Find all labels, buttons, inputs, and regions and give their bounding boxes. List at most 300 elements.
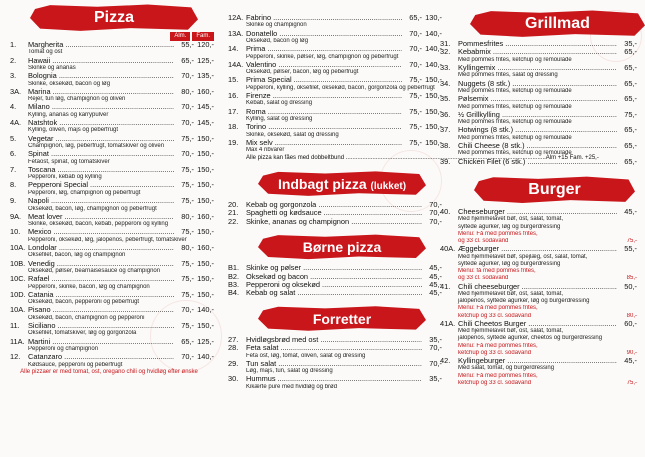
- item-price: 75,-: [181, 274, 194, 284]
- item-name: Æggeburger .....: [458, 245, 617, 253]
- burger-banner: Burger: [474, 176, 635, 204]
- item-number: 17.: [228, 106, 239, 116]
- item-number: 36.: [440, 109, 451, 119]
- item-name: Donatello .....: [246, 30, 402, 38]
- item-name: Kebab og salat .....: [246, 289, 422, 297]
- item-name: Chili Cheese (8 stk.) .....: [458, 142, 617, 150]
- item-description: jalopenos, syltede agurker, cheetos og burgerdressing: [458, 335, 603, 342]
- menu-item: [228, 336, 442, 344]
- item-number: 33.: [440, 63, 451, 73]
- item-name: Hvidløgsbrød med ost .....: [246, 336, 422, 344]
- menu-item: [228, 139, 442, 147]
- item-name: Pisano .....: [28, 306, 174, 314]
- item-name: Nuggets (8 stk.) .....: [458, 80, 617, 88]
- item-price-family: 125,-: [197, 336, 214, 346]
- item-number: 22.: [228, 216, 239, 226]
- item-price-family: 150,-: [197, 320, 214, 330]
- menu-item: [440, 111, 637, 119]
- item-price: 65,-: [624, 156, 637, 166]
- menu-item: [10, 88, 214, 96]
- menu-item: [10, 260, 214, 268]
- item-description: Med hjemmelavet bøf, spejlæg, ost, salat, tomat,: [458, 253, 588, 260]
- item-description: Skinke og ananas: [28, 65, 76, 72]
- item-description: Champignon, løg, peberfrugt, tomatskiver og oliven: [28, 143, 165, 150]
- item-number: 41A.: [440, 318, 456, 328]
- menu-offer-text: ketchup og 33 cl. sodavand: [458, 379, 532, 386]
- item-number: 32.: [440, 47, 451, 57]
- item-price: 55,-: [624, 244, 637, 254]
- item-price-family: 150,-: [425, 75, 442, 85]
- item-description: Oksefilet, bacon, løg og champignon: [28, 252, 126, 259]
- item-description: Skinke, oksekød, salat og dressing: [246, 131, 339, 138]
- item-description: jalopenos, syltede agurker, løg og burgerdressing: [458, 298, 590, 305]
- item-name: Prima .....: [246, 45, 402, 53]
- item-price-family: 160,-: [197, 86, 214, 96]
- item-description: Rejer, tun løg, champignon og oliven: [28, 96, 126, 103]
- item-price: 35,-: [624, 39, 637, 48]
- item-number: 16.: [228, 91, 239, 101]
- item-name: Martini .....: [28, 338, 174, 346]
- menu-offer: Menu: Få med pommes frites,: [458, 230, 538, 237]
- item-name: Rafael .....: [28, 275, 174, 283]
- item-price: 75,-: [181, 289, 194, 299]
- menu-item: [440, 142, 637, 150]
- item-number: 11.: [10, 320, 20, 330]
- item-number: 30.: [228, 374, 239, 384]
- menu-item: [228, 273, 442, 281]
- item-number: 35.: [440, 94, 451, 104]
- menu-offer: [440, 380, 637, 387]
- item-price-family: 120,-: [197, 40, 214, 49]
- menu-item: [10, 228, 214, 236]
- item-name: Bolognia .....: [28, 72, 174, 80]
- menu-item: [228, 123, 442, 131]
- menu-item: [440, 245, 637, 253]
- item-price: 75,-: [409, 122, 422, 132]
- item-number: 5.: [10, 133, 17, 143]
- item-price-family: 160,-: [197, 211, 214, 221]
- item-number: 34.: [440, 78, 451, 88]
- item-number: 19.: [228, 137, 239, 147]
- item-description: Oksekød, bacon, løg, champignon og peberfrugt: [28, 205, 157, 212]
- menu-offer: Menu: Få med pommes frites,: [458, 305, 538, 312]
- pizza-list: [0, 41, 218, 369]
- item-name: Venedig .....: [28, 260, 174, 268]
- menu-item: [440, 126, 637, 134]
- item-price-family: 150,-: [425, 106, 442, 116]
- item-price: 35,-: [429, 374, 442, 384]
- item-number: B4.: [228, 288, 240, 298]
- item-number: B3.: [228, 279, 240, 289]
- item-number: 42.: [440, 355, 451, 365]
- item-number: 21.: [228, 208, 239, 218]
- item-number: 27.: [228, 334, 239, 344]
- borne-list: [218, 264, 446, 298]
- item-price: 70,-: [429, 199, 442, 209]
- menu-item: [10, 197, 214, 205]
- item-number: 28.: [228, 343, 239, 353]
- item-name: Pølsemix .....: [458, 95, 617, 103]
- item-number: 40A.: [440, 244, 456, 254]
- menu-offer-price: 80,-: [626, 312, 637, 319]
- indbagt-list: [218, 201, 446, 226]
- menu-item: [440, 357, 637, 365]
- dobbeltbund-note: Alle pizza kan fåes med dobbeltbund ..... Alm +15 Fam. +25,-: [218, 154, 446, 162]
- item-price-family: 140,-: [425, 59, 442, 69]
- item-price-family: 150,-: [197, 164, 214, 174]
- item-price: 65,-: [181, 55, 194, 65]
- item-price: 70,-: [181, 305, 194, 315]
- item-name: Spaghetti og kødsauce .....: [246, 209, 422, 217]
- item-price: 75,-: [409, 75, 422, 85]
- item-price: 45,-: [429, 263, 442, 273]
- menu-item: [10, 150, 214, 158]
- menu-item: [440, 40, 637, 48]
- item-description: Feta ost, løg, tomat, oliven, salat og dressing: [246, 352, 366, 359]
- menu-item: [228, 108, 442, 116]
- menu-item: [10, 244, 214, 252]
- item-description: Med hjemmelavet bøf, ost, salat, tomat,: [458, 328, 564, 335]
- item-description: Kylling, ananas og karrypulver: [28, 111, 109, 118]
- item-price: 65,-: [624, 141, 637, 151]
- item-price: 65,-: [624, 125, 637, 135]
- menu-item: [228, 375, 442, 383]
- menu-offer-price: 75,-: [626, 379, 637, 386]
- item-price: 80,-: [181, 211, 194, 221]
- menu-item: [10, 103, 214, 111]
- item-price: 70,-: [409, 59, 422, 69]
- item-number: B1.: [228, 263, 240, 273]
- menu-item: [10, 41, 214, 49]
- item-description: Pepperoni, løg, champignon og peberfrugt: [28, 189, 141, 196]
- item-number: 10D.: [10, 289, 26, 299]
- item-description: Kebab, salat og dressing: [246, 100, 313, 107]
- menu-item: [228, 218, 442, 226]
- item-price: 75,-: [624, 109, 637, 119]
- menu-item: [440, 320, 637, 328]
- item-price: 50,-: [624, 281, 637, 291]
- item-number: 38.: [440, 141, 451, 151]
- item-description: Med pommes frites, ketchup og remoulade: [458, 134, 572, 141]
- item-price-family: 150,-: [197, 258, 214, 268]
- item-name: Roma .....: [246, 108, 402, 116]
- item-number: 12A.: [228, 13, 244, 22]
- item-price: 70,-: [409, 28, 422, 38]
- item-name: Pepperoni og oksekød .....: [246, 281, 422, 289]
- menu-offer: Menu: få med pommes frites,: [458, 268, 536, 275]
- item-name: Skinke, ananas og champignon .....: [246, 218, 422, 226]
- item-price-family: 150,-: [197, 274, 214, 284]
- item-name: Chili Cheetos Burger .....: [458, 320, 617, 328]
- item-price: 70,-: [429, 208, 442, 218]
- item-number: 4A.: [10, 118, 22, 128]
- grillmad-banner: Grillmad: [470, 10, 645, 38]
- item-price-family: 140,-: [425, 44, 442, 54]
- item-description: Pepperoni, oksekød, løg, jalopenos, peberfrugt, tomatskiver: [28, 236, 187, 243]
- item-price-family: 150,-: [425, 91, 442, 101]
- item-name: Napoli .....: [28, 197, 174, 205]
- item-price: 75,-: [181, 227, 194, 237]
- menu-item: [228, 281, 442, 289]
- item-price: 45,-: [429, 271, 442, 281]
- item-name: Fabrino .....: [246, 14, 402, 22]
- item-price-family: 135,-: [197, 71, 214, 81]
- item-number: 10A.: [10, 242, 26, 252]
- item-number: 15.: [228, 75, 239, 85]
- item-name: Oksekød og bacon .....: [246, 273, 422, 281]
- menu-offer-text: ketchup og 33 cl. sodavand: [458, 349, 532, 356]
- item-name: Siciliano .....: [28, 322, 174, 330]
- item-description: Oksekød, bacon og løg: [246, 38, 309, 45]
- item-price-family: 150,-: [425, 137, 442, 147]
- item-price: 55,-: [181, 40, 194, 49]
- item-price: 65,-: [181, 336, 194, 346]
- item-number: 6.: [10, 149, 17, 159]
- item-price-family: 125,-: [197, 55, 214, 65]
- item-name: Hawaii .....: [28, 57, 174, 65]
- item-name: Prima Special .....: [246, 76, 402, 84]
- item-name: Valentino .....: [246, 61, 402, 69]
- item-price: 70,-: [181, 102, 194, 112]
- item-price: 45,-: [624, 355, 637, 365]
- menu-offer-text: ketchup og 33 cl. sodavand: [458, 312, 532, 319]
- item-number: 37.: [440, 125, 451, 135]
- item-number: B2.: [228, 271, 240, 281]
- item-number: 40.: [440, 207, 451, 217]
- item-price-family: 140,-: [197, 305, 214, 315]
- item-description: Kikærte pure med hvidløg og brød: [246, 383, 338, 390]
- menu-offer: Menu: Få med pommes frites,: [458, 342, 538, 349]
- item-name: Chicken Filet (6 stk.) .....: [458, 158, 617, 166]
- item-number: 10A.: [10, 305, 26, 315]
- item-price-family: 150,-: [425, 122, 442, 132]
- item-description: Pepperoni, skinke, bacon, løg og champignon: [28, 283, 150, 290]
- menu-offer-price: 75,-: [626, 238, 637, 245]
- item-price: 70,-: [429, 343, 442, 353]
- item-number: 41.: [440, 281, 451, 291]
- item-description: Kylling, salat og dressing: [246, 116, 313, 123]
- item-number: 4.: [10, 102, 17, 112]
- item-price-family: 160,-: [197, 242, 214, 252]
- item-name: Londolar .....: [28, 244, 174, 252]
- item-number: 7.: [10, 164, 17, 174]
- pizza-note: Alle pizzaer er med tomat, ost, oregano chili og hvidløg efter ønske: [20, 368, 198, 375]
- item-number: 2.: [10, 55, 17, 65]
- item-price: 70,-: [181, 352, 194, 362]
- item-price: 75,-: [181, 180, 194, 190]
- item-price: 75,-: [181, 164, 194, 174]
- item-price: 75,-: [181, 258, 194, 268]
- item-description: Pepperoni, kebab og kylling: [28, 174, 102, 181]
- item-number: 14.: [228, 44, 239, 54]
- item-name: Pepperoni Special .....: [28, 181, 174, 189]
- menu-offer: [440, 238, 637, 245]
- item-description: Med hjemmelavet bøf, ost, salat, tomat,: [458, 290, 564, 297]
- menu-item: [10, 119, 214, 127]
- item-description: Med hjemmelavet bøf, ost, salat, tomat,: [458, 216, 564, 223]
- item-price: 65,-: [624, 78, 637, 88]
- item-price: 75,-: [181, 320, 194, 330]
- menu-offer: Menu: Få med pommes frites,: [458, 372, 538, 379]
- item-price: 70,-: [181, 149, 194, 159]
- menu-item: [10, 135, 214, 143]
- pizza-banner: Pizza: [30, 4, 198, 32]
- item-name: Vegetar .....: [28, 135, 174, 143]
- item-description: Oksekød, pølser, bearnaisesauce og champignon: [28, 267, 161, 274]
- menu-item: [440, 208, 637, 216]
- menu-item: [10, 166, 214, 174]
- menu-item: [10, 291, 214, 299]
- indbagt-banner: Indbagt pizza (lukket): [258, 171, 426, 197]
- item-number: 29.: [228, 358, 239, 368]
- item-price: 45,-: [624, 207, 637, 217]
- item-price: 65,-: [624, 63, 637, 73]
- item-price-family: 150,-: [197, 180, 214, 190]
- menu-item: [10, 353, 214, 361]
- item-price: 45,-: [429, 279, 442, 289]
- item-description: Pepperoni, kylling, oksefilet, oksekød, bacon, gorgonzola og peberfrugt: [246, 84, 435, 91]
- item-description: Med pommes frites, ketchup og remoulade: [458, 88, 572, 95]
- item-description: Tomat og ost: [28, 49, 63, 56]
- item-description: Med pommes frites, ketchup og remoulade: [458, 56, 572, 63]
- menu-item: [228, 92, 442, 100]
- menu-item: [228, 45, 442, 53]
- menu-item: [440, 64, 637, 72]
- item-name: Toscana .....: [28, 166, 174, 174]
- item-description: syltede agurker, løg og burgerdressing: [458, 223, 561, 230]
- item-number: 12.: [10, 352, 21, 362]
- forretter-banner: Forretter: [258, 306, 426, 332]
- menu-item: [10, 72, 214, 80]
- item-price-family: 140,-: [425, 28, 442, 38]
- item-price-family: 150,-: [197, 289, 214, 299]
- menu-item: [440, 283, 637, 291]
- item-description: Skinke og champignon: [246, 22, 307, 29]
- menu-offer-text: og 33 cl. sodavand: [458, 238, 509, 245]
- item-name: Natshtok .....: [28, 119, 174, 127]
- item-number: 20.: [228, 199, 239, 209]
- menu-item: [440, 95, 637, 103]
- menu-item: [228, 76, 442, 84]
- item-description: Kødsauce, pepperoni og peberfrugt: [28, 361, 123, 368]
- item-name: Cheeseburger .....: [458, 208, 617, 216]
- item-name: Margherita .....: [28, 41, 174, 49]
- right-column: [434, 0, 645, 387]
- menu-item: [10, 181, 214, 189]
- menu-item: [10, 57, 214, 65]
- burger-list: [434, 208, 645, 387]
- item-description: Med pommes frites, ketchup og remoulade: [458, 150, 572, 157]
- item-price-family: 145,-: [197, 102, 214, 112]
- menu-item: [10, 213, 214, 221]
- item-number: 3A.: [10, 86, 22, 96]
- item-name: Kyllingeburger .....: [458, 357, 617, 365]
- item-price: 75,-: [409, 137, 422, 147]
- item-name: Milano .....: [28, 103, 174, 111]
- item-name: Hummus .....: [246, 375, 422, 383]
- menu-item: [228, 360, 442, 368]
- item-price: 60,-: [624, 318, 637, 328]
- item-price-family: 150,-: [197, 196, 214, 206]
- item-name: Kebabmix .....: [458, 48, 617, 56]
- fam-header: Fam.: [192, 32, 214, 41]
- menu-item: [10, 306, 214, 314]
- item-number: 1.: [10, 40, 17, 49]
- item-price: 70,-: [181, 118, 194, 128]
- pizza-column: [0, 0, 218, 376]
- menu-item: [440, 158, 637, 166]
- item-price: 70,-: [181, 71, 194, 81]
- menu-offer-text: og 33 cl. sodavand: [458, 275, 509, 282]
- item-price: 65,-: [624, 47, 637, 57]
- item-description: Skinke, oksekød, bacon, kebab, pepperoni og kylling: [28, 221, 169, 228]
- item-name: Tun salat .....: [246, 360, 422, 368]
- menu-item: [440, 80, 637, 88]
- item-number: 8.: [10, 180, 17, 190]
- grillmad-list: [434, 40, 645, 166]
- item-price: 80,-: [181, 86, 194, 96]
- item-name: Meat lover .....: [28, 213, 174, 221]
- item-description: Max 4 ribvarer: [246, 147, 285, 154]
- item-number: 14A.: [228, 59, 244, 69]
- menu-item: [10, 338, 214, 346]
- item-price-family: 145,-: [197, 118, 214, 128]
- item-number: 3.: [10, 71, 17, 81]
- item-name: Kyllingemix .....: [458, 64, 617, 72]
- item-description: Med pommes frites, ketchup og remoulade: [458, 119, 572, 126]
- menu-item: [10, 275, 214, 283]
- item-number: 10B.: [10, 258, 26, 268]
- menu-offer-price: 85,-: [626, 275, 637, 282]
- item-price: 70,-: [429, 358, 442, 368]
- item-name: Pommesfrites .....: [458, 40, 617, 48]
- item-name: Torino .....: [246, 123, 402, 131]
- item-number: 39.: [440, 156, 451, 166]
- item-name: Catania .....: [28, 291, 174, 299]
- item-price: 45,-: [429, 288, 442, 298]
- item-number: 10.: [10, 227, 21, 237]
- item-price: 70,-: [429, 216, 442, 226]
- item-description: Oksekød, bacon, pepperoni og peberfrugt: [28, 299, 140, 306]
- item-name: Firenze .....: [246, 92, 402, 100]
- menu-item: [228, 264, 442, 272]
- item-description: Fetaost, spinat, og tomatskiver: [28, 158, 110, 165]
- menu-offer-price: 90,-: [626, 349, 637, 356]
- borne-banner: Børne pizza: [258, 234, 426, 260]
- item-description: Oksekød, bacon, champignon og pepperoni: [28, 314, 145, 321]
- item-price: 75,-: [181, 196, 194, 206]
- item-number: 18.: [228, 122, 239, 132]
- item-price: 80,-: [181, 242, 194, 252]
- menu-item: [440, 48, 637, 56]
- item-name: ½ Grillkylling .....: [458, 111, 617, 119]
- item-number: 9A.: [10, 211, 22, 221]
- item-name: Spinat .....: [28, 150, 174, 158]
- item-description: Oksekød, pølser, bacon, løg og peberfrugt: [246, 69, 359, 76]
- forretter-list: [218, 336, 446, 391]
- menu-item: [228, 61, 442, 69]
- item-number: 10C.: [10, 274, 26, 284]
- item-price: 65,-: [624, 94, 637, 104]
- item-price: 70,-: [409, 44, 422, 54]
- item-name: Mix selv .....: [246, 139, 402, 147]
- menu-item: [228, 289, 442, 297]
- item-price-family: 150,-: [197, 149, 214, 159]
- menu-item: [228, 201, 442, 209]
- item-price-family: 150,-: [197, 133, 214, 143]
- item-price: 65,-: [409, 13, 422, 22]
- item-price: 35,-: [429, 334, 442, 344]
